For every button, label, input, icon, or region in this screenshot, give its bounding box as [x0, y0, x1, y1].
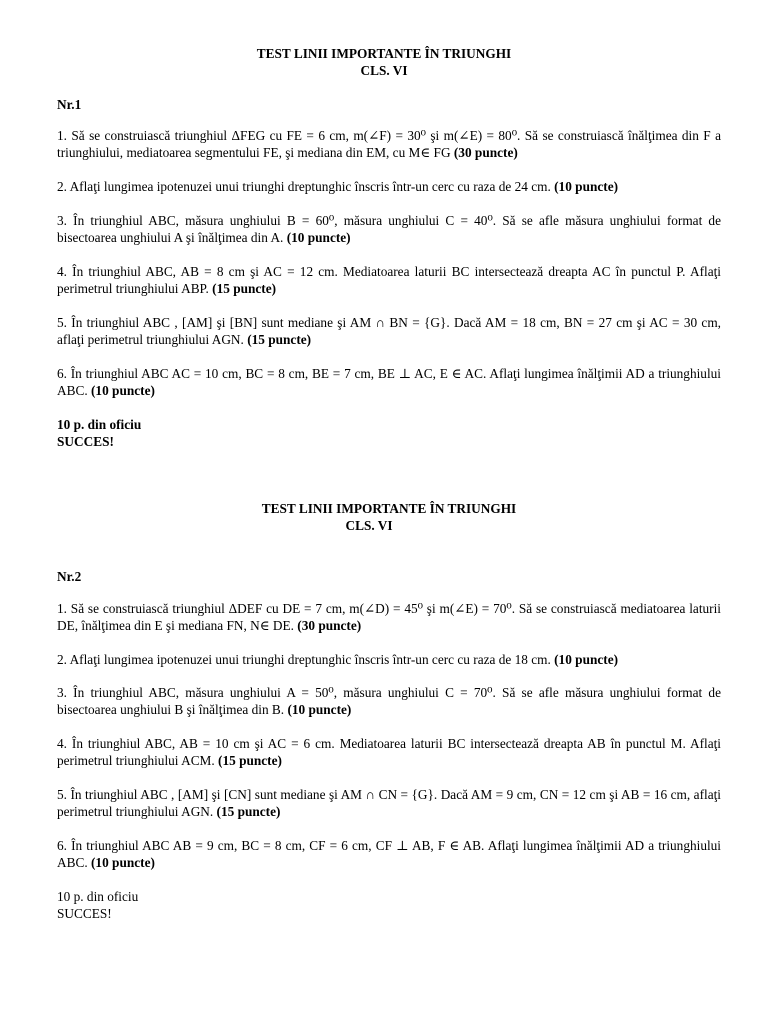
test1-title: TEST LINII IMPORTANTE ÎN TRIUNGHI [256, 46, 512, 61]
problem-points: (10 puncte) [286, 230, 351, 245]
test2-problem-2 [57, 651, 721, 668]
problem-text: 3. În triunghiul ABC, măsura unghiului B = 60⁰, măsura unghiului C = 40⁰. Să se afle măsura unghiului format de bisectoarea unghiului A şi înălţimea din A. [57, 213, 721, 245]
problem-points: (15 puncte) [218, 753, 282, 768]
test1-number: Nr.1 [57, 97, 82, 112]
problem-points: (10 puncte) [287, 702, 352, 717]
problem-text: 4. În triunghiul ABC, AB = 8 cm şi AC = 12 cm. Mediatoarea laturii BC intersectează dreapta AC în punctul P. Aflaţi perimetrul triunghiului ABP. [57, 264, 721, 296]
test1-problem-4 [57, 263, 721, 297]
problem-text: 4. În triunghiul ABC, AB = 10 cm şi AC = 6 cm. Mediatoarea laturii BC intersectează dreapta AB în punctul M. Aflaţi perimetrul triunghiului ACM. [57, 736, 721, 768]
problem-text: 3. În triunghiul ABC, măsura unghiului A = 50⁰, măsura unghiului C = 70⁰. Să se afle măsura unghiului format de bisectoarea unghiului B şi înălţimea din B. [57, 685, 721, 717]
problem-points: (10 puncte) [554, 652, 619, 667]
test1-problem-2 [57, 178, 721, 195]
test1-footer-success: SUCCES! [57, 434, 114, 449]
problem-points: (10 puncte) [91, 855, 155, 870]
problem-text: 2. Aflaţi lungimea ipotenuzei unui triunghi dreptunghic înscris într-un cerc cu raza de 24 cm. [57, 179, 551, 194]
problem-points: (10 puncte) [554, 179, 619, 194]
problem-text: 2. Aflaţi lungimea ipotenuzei unui triunghi dreptunghic înscris într-un cerc cu raza de 18 cm. [57, 652, 551, 667]
test1-problem-1 [57, 127, 721, 161]
test2-problem-6 [57, 837, 721, 871]
test1-footer-points: 10 p. din oficiu [57, 417, 142, 432]
test1-class: CLS. VI [360, 63, 408, 78]
problem-text: 6. În triunghiul ABC AC = 10 cm, BC = 8 cm, BE = 7 cm, BE ⊥ AC, E ∈ AC. Aflaţi lungimea înălţimii AD a triunghiului ABC. [57, 366, 721, 398]
problem-text: 5. În triunghiul ABC , [AM] şi [CN] sunt mediane şi AM ∩ CN = {G}. Dacă AM = 9 cm, CN = 12 cm şi AB = 16 cm, aflaţi perimetrul triunghiului AGN. [57, 787, 721, 819]
problem-text: 1. Să se construiască triunghiul ΔDEF cu DE = 7 cm, m(∠D) = 45⁰ şi m(∠E) = 70⁰. Să se construiască mediatoarea laturii DE, înălţimea din E şi mediana FN, N∈ DE. [57, 601, 721, 633]
test2-problem-4 [57, 735, 721, 769]
test2-class: CLS. VI [345, 518, 393, 533]
problem-points: (30 puncte) [297, 618, 362, 633]
problem-text: 5. În triunghiul ABC , [AM] şi [BN] sunt mediane şi AM ∩ BN = {G}. Dacă AM = 18 cm, BN = 27 cm şi AC = 30 cm, aflaţi perimetrul triunghiului AGN. [57, 315, 721, 347]
problem-text: 1. Să se construiască triunghiul ΔFEG cu FE = 6 cm, m(∠F) = 30⁰ şi m(∠E) = 80⁰. Să se construiască înălţimea din F a triunghiului, mediatoarea segmentului FE, şi mediana din EM, cu M∈ FG [57, 128, 721, 160]
test2-footer-points: 10 p. din oficiu [57, 889, 139, 904]
test2-number: Nr.2 [57, 569, 82, 584]
problem-points: (15 puncte) [247, 332, 312, 347]
problem-points: (30 puncte) [453, 145, 518, 160]
problem-points: (15 puncte) [216, 804, 281, 819]
problem-text: 6. În triunghiul ABC AB = 9 cm, BC = 8 cm, CF = 6 cm, CF ⊥ AB, F ∈ AB. Aflaţi lungimea înălţimii AD a triunghiului ABC. [57, 838, 721, 870]
test1-problem-3 [57, 212, 721, 246]
test2-footer-success: SUCCES! [57, 906, 112, 921]
test2-problem-3 [57, 684, 721, 718]
test1-problem-6 [57, 365, 721, 399]
test2-problem-5 [57, 786, 721, 820]
test2-problem-1 [57, 600, 721, 634]
test2-title: TEST LINII IMPORTANTE ÎN TRIUNGHI [261, 501, 517, 516]
problem-points: (15 puncte) [212, 281, 277, 296]
test1-problem-5 [57, 314, 721, 348]
problem-points: (10 puncte) [91, 383, 155, 398]
